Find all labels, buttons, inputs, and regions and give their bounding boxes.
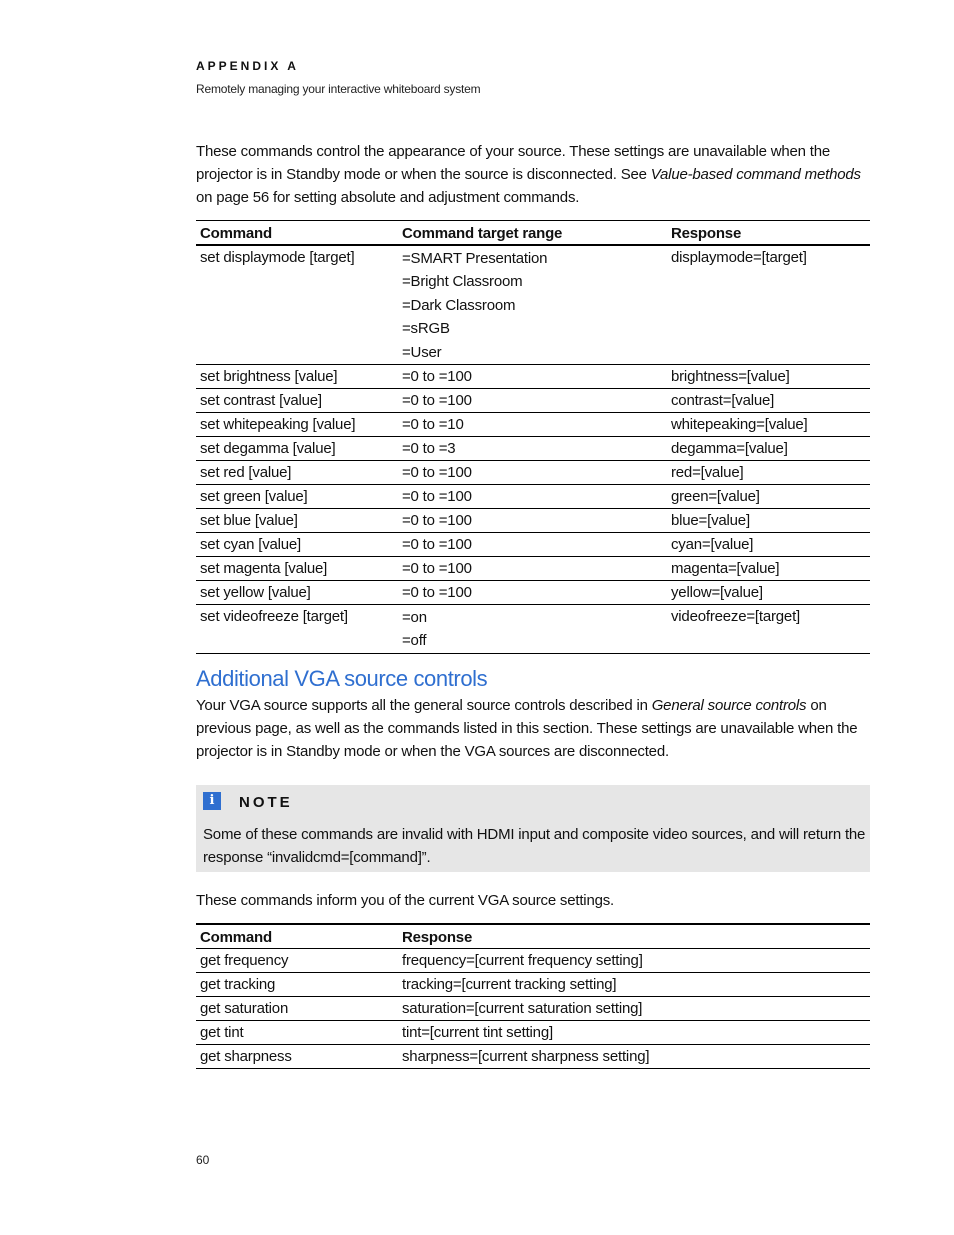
command-cell: set videofreeze [target] [200,608,348,626]
range-value: =0 to =10 [402,416,464,434]
response-cell: degamma=[value] [671,440,788,458]
note-title: NOTE [239,794,293,811]
range-cell [398,605,667,654]
header-range: Command target range [402,225,563,242]
range-value: =Dark Classroom [402,296,516,314]
table-row [196,997,870,1021]
vga-text-2: on previous page, as well as the commands listed in this section. These settings are unavailable when the projector is in Standby mode or when the VGA sources are disconnected. [196,697,858,760]
command-cell: set yellow [value] [200,584,311,602]
range-value: =on [402,609,427,627]
command-cell: set magenta [value] [200,560,328,578]
response-cell: magenta=[value] [671,560,780,578]
command-cell: set cyan [value] [200,536,302,554]
appendix-label: APPENDIX A [196,59,299,73]
range-value: =Bright Classroom [402,273,523,291]
response-cell: blue=[value] [671,512,750,530]
response-cell: yellow=[value] [671,584,763,602]
command-cell: get tint [200,1024,244,1041]
table-row [196,509,870,533]
range-value: =0 to =100 [402,536,472,554]
table-row [196,245,870,365]
command-cell: get saturation [200,1000,289,1017]
command-cell: set displaymode [target] [200,249,355,266]
response-cell: tracking=[current tracking setting] [402,976,617,993]
table-row [196,437,870,461]
range-value: =0 to =100 [402,392,472,410]
table-row [196,389,870,413]
range-cell [398,365,667,389]
range-value: =0 to =3 [402,440,456,458]
table-row [196,973,870,997]
command-cell: set whitepeaking [value] [200,416,356,434]
range-value: =0 to =100 [402,512,472,530]
range-cell [398,581,667,605]
response-cell: brightness=[value] [671,368,790,386]
inform-paragraph: These commands inform you of the current VGA source settings. [196,892,614,909]
vga-get-commands-table [196,923,870,1069]
table-row [196,581,870,605]
range-value: =0 to =100 [402,560,472,578]
table-row [196,533,870,557]
response-cell: tint=[current tint setting] [402,1024,553,1041]
vga-intro-paragraph [196,694,870,763]
table-row [196,1045,870,1069]
command-cell: set contrast [value] [200,392,322,410]
table-row [196,605,870,654]
response-cell: displaymode=[target] [671,249,807,266]
command-cell: set blue [value] [200,512,298,530]
vga-table-body [196,949,870,1069]
table-row [196,485,870,509]
command-cell: set degamma [value] [200,440,336,458]
section-heading: Additional VGA source controls [196,666,488,691]
range-value: =0 to =100 [402,488,472,506]
response-cell: contrast=[value] [671,392,775,410]
command-cell: get frequency [200,952,289,969]
header-command: Command [200,225,272,242]
range-value: =SMART Presentation [402,250,548,267]
range-cell [398,461,667,485]
header-response: Response [671,225,742,242]
note-box [196,785,870,872]
vga-text-1: Your VGA source supports all the general source controls described in [196,697,652,714]
response-cell: green=[value] [671,488,760,506]
command-cell: get tracking [200,976,276,993]
range-value: =off [402,632,427,650]
table-header-row [196,221,870,246]
response-cell: frequency=[current frequency setting] [402,952,643,969]
range-cell [398,413,667,437]
header-command: Command [200,929,272,946]
table-row [196,949,870,973]
note-body: Some of these commands are invalid with HDMI input and composite video sources, and will return the response “invalidcmd=[command]”. [203,826,866,866]
response-cell: whitepeaking=[value] [671,416,808,434]
table-header-row [196,924,870,949]
intro-text-1: These commands control the appearance of your source. These settings are unavailable when the projector is in Standby mode or when the source is disconnected. See [196,143,831,183]
page-number: 60 [196,1153,210,1167]
general-source-link[interactable]: General source controls [651,697,807,714]
value-based-link[interactable]: Value-based command methods [650,166,861,183]
chapter-subtitle: Remotely managing your interactive whiteboard system [196,82,481,96]
range-cell [398,533,667,557]
header-response: Response [402,929,473,946]
appearance-commands-table [196,220,870,654]
command-cell: set brightness [value] [200,368,338,386]
info-icon: i [203,792,221,810]
response-cell: cyan=[value] [671,536,754,554]
command-cell: get sharpness [200,1048,292,1065]
range-value: =0 to =100 [402,368,472,386]
response-cell: sharpness=[current sharpness setting] [402,1048,650,1065]
table-row [196,413,870,437]
table-row [196,461,870,485]
range-value: =sRGB [402,320,450,338]
range-cell [398,437,667,461]
range-cell [398,557,667,581]
appearance-table-body [196,245,870,653]
table-row [196,1021,870,1045]
response-cell: red=[value] [671,464,744,482]
range-value: =0 to =100 [402,584,472,602]
command-cell: set green [value] [200,488,308,506]
range-cell [398,389,667,413]
intro-paragraph [196,140,870,209]
table-row [196,365,870,389]
range-cell [398,485,667,509]
command-cell: set red [value] [200,464,292,482]
range-cell [398,509,667,533]
response-cell: saturation=[current saturation setting] [402,1000,643,1017]
range-value: =User [402,343,442,361]
response-cell: videofreeze=[target] [671,608,801,626]
intro-text-2: on page 56 for setting absolute and adjustment commands. [196,189,580,206]
range-cell [398,245,667,365]
table-row [196,557,870,581]
range-value: =0 to =100 [402,464,472,482]
